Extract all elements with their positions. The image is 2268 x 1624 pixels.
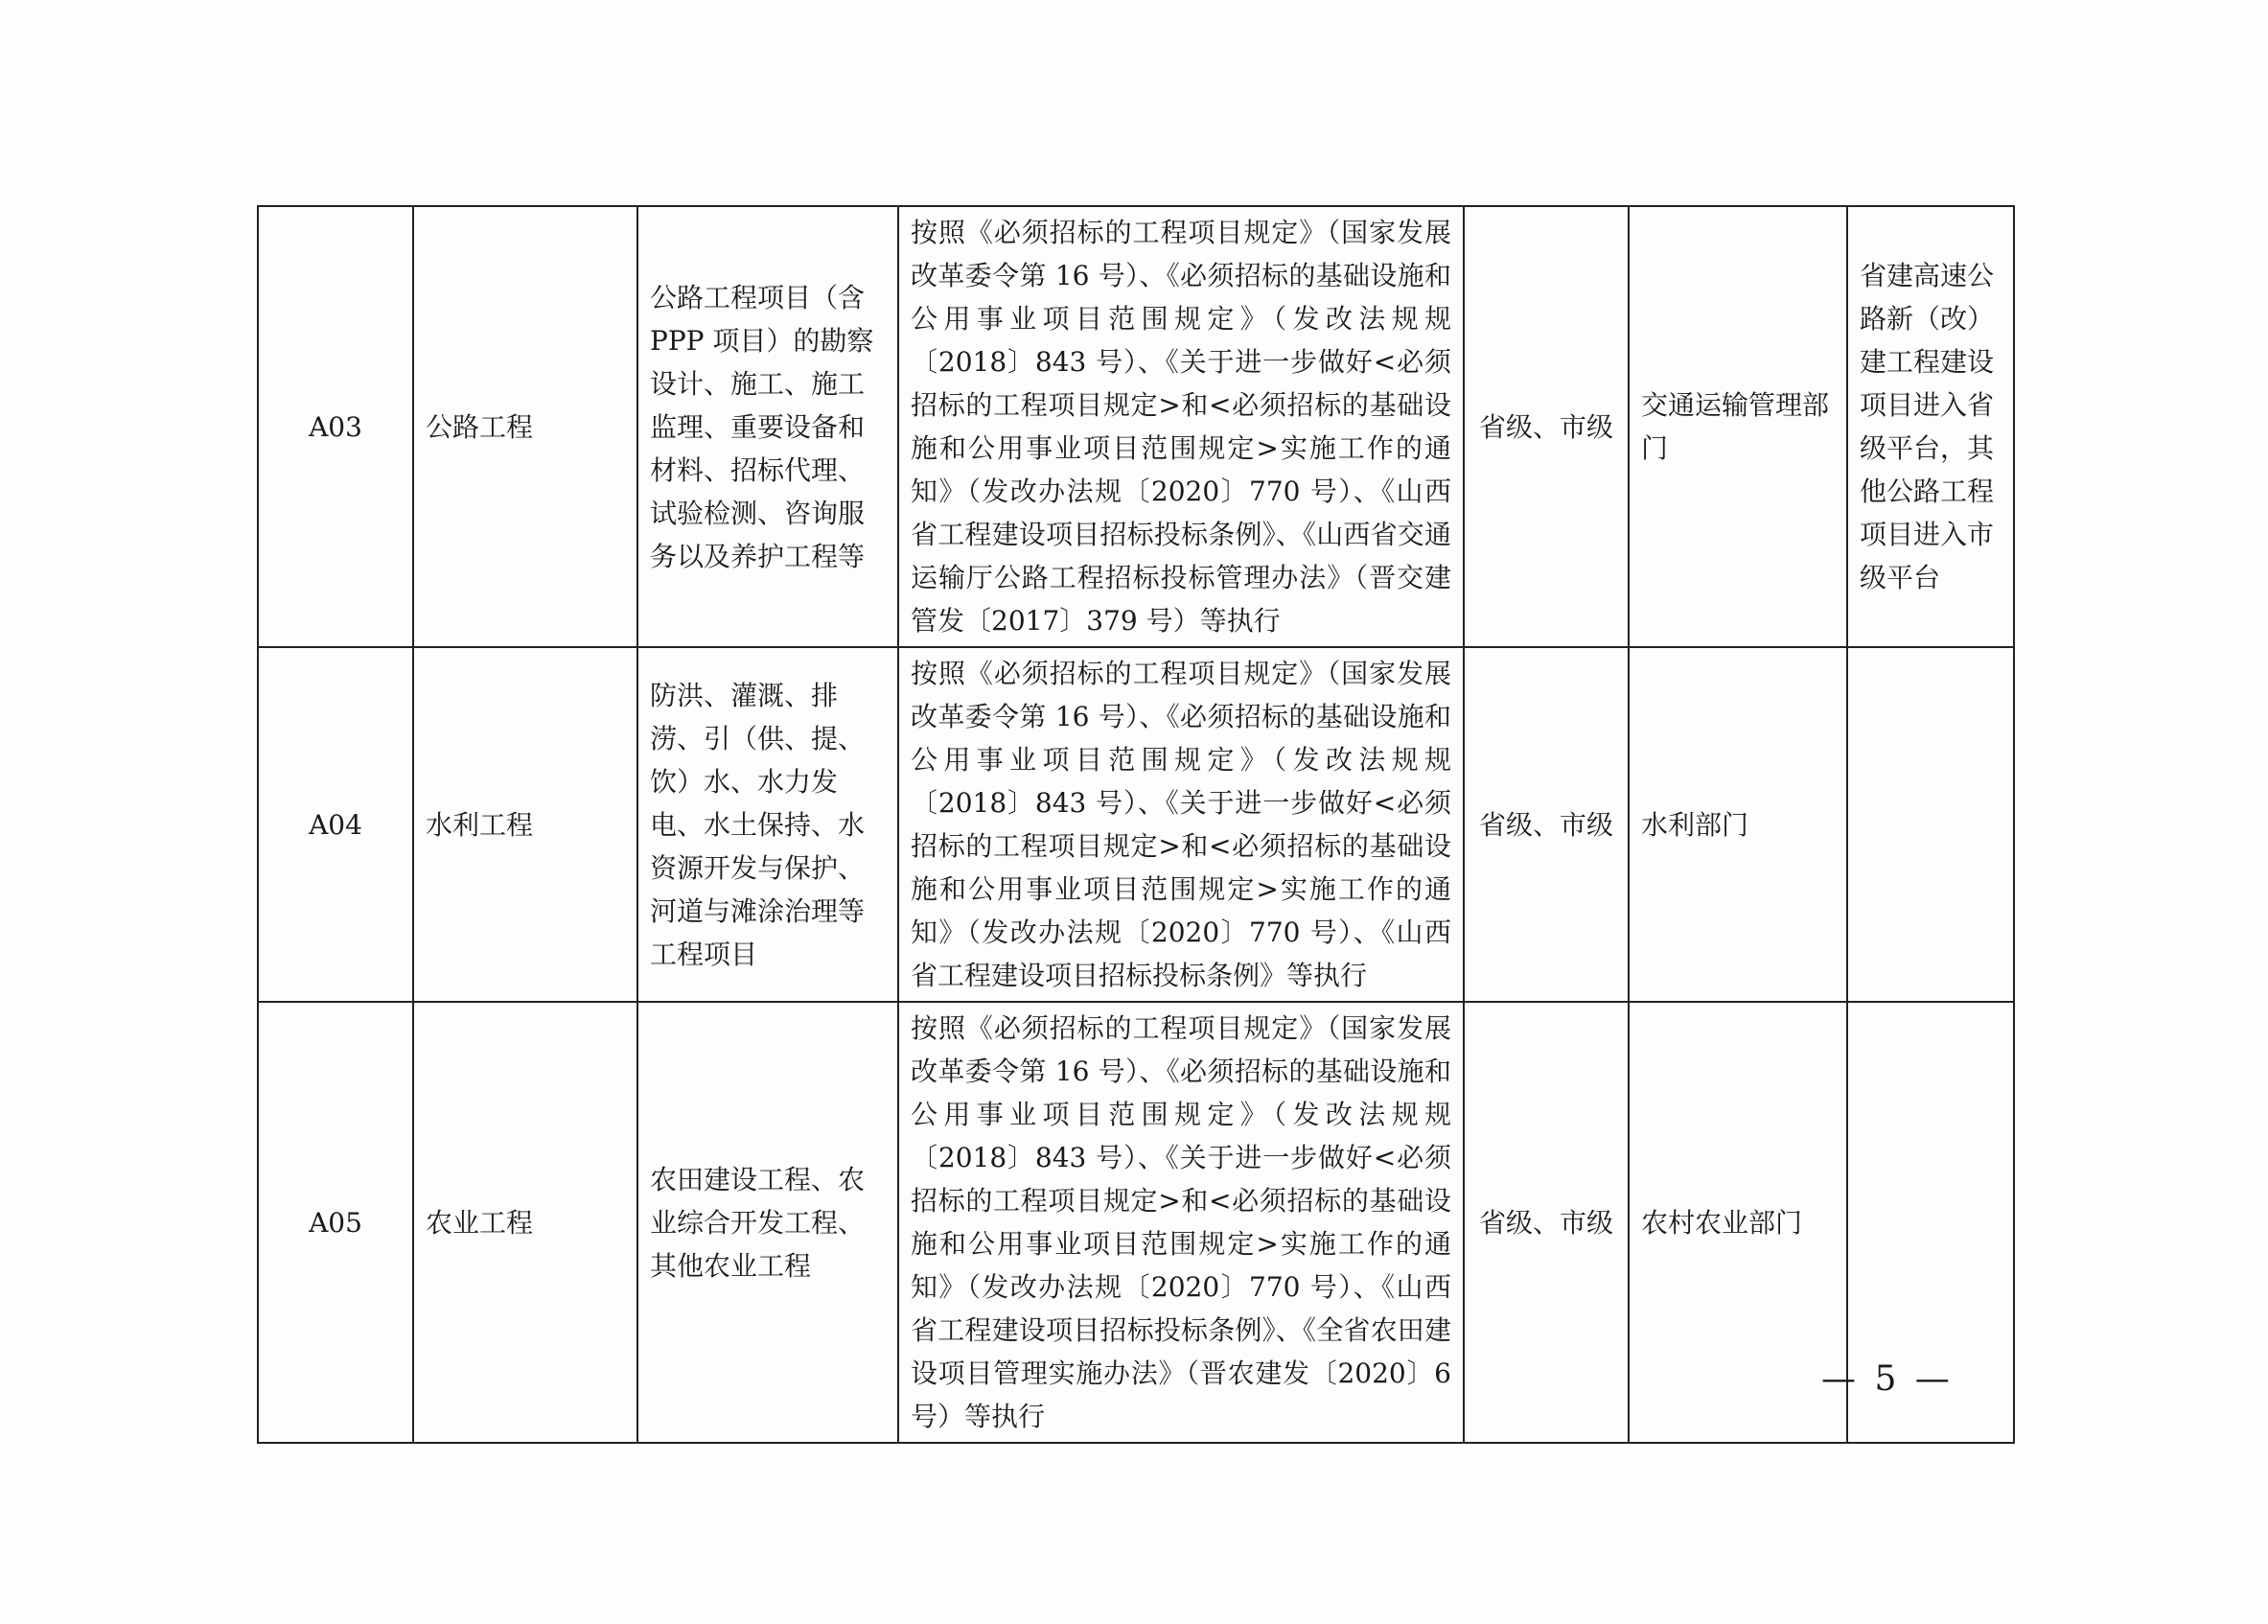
page-number: — 5 —: [1821, 1359, 1954, 1399]
remarks: [1847, 647, 2014, 1002]
category-code: A05: [258, 1002, 413, 1443]
project-category-table: [257, 205, 2015, 1444]
category-name: 农业工程: [413, 1002, 637, 1443]
category-name: 水利工程: [413, 647, 637, 1002]
category-code: A03: [258, 206, 413, 647]
supervising-department: 水利部门: [1629, 647, 1847, 1002]
trading-level: 省级、市级: [1464, 647, 1629, 1002]
table-row: [258, 647, 2014, 1002]
supervising-department: 农村农业部门: [1629, 1002, 1847, 1443]
trading-level: 省级、市级: [1464, 206, 1629, 647]
regulatory-basis: 按照《必须招标的工程项目规定》（国家发展改革委令第 16 号）、《必须招标的基础设施和公用事业项目范围规定》（发改法规规〔2018〕843 号）、《关于进一步做好<必须招标的工程项目规定>和<必须招标的基础设施和公用事业项目范围规定>实施工作的通知》（发改办法规〔2020〕770 号）、《山西省工程建设项目招标投标条例》等执行: [898, 647, 1464, 1002]
project-scope: 公路工程项目（含PPP 项目）的勘察设计、施工、施工监理、重要设备和材料、招标代理、试验检测、咨询服务以及养护工程等: [637, 206, 898, 647]
table-row: [258, 1002, 2014, 1443]
table-row: [258, 206, 2014, 647]
project-scope: 农田建设工程、农业综合开发工程、其他农业工程: [637, 1002, 898, 1443]
supervising-department: 交通运输管理部门: [1629, 206, 1847, 647]
regulatory-basis: 按照《必须招标的工程项目规定》（国家发展改革委令第 16 号）、《必须招标的基础设施和公用事业项目范围规定》（发改法规规〔2018〕843 号）、《关于进一步做好<必须招标的工程项目规定>和<必须招标的基础设施和公用事业项目范围规定>实施工作的通知》（发改办法规〔2020〕770 号）、《山西省工程建设项目招标投标条例》、《山西省交通运输厅公路工程招标投标管理办法》（晋交建管发〔2017〕379 号）等执行: [898, 206, 1464, 647]
category-code: A04: [258, 647, 413, 1002]
trading-level: 省级、市级: [1464, 1002, 1629, 1443]
category-name: 公路工程: [413, 206, 637, 647]
regulatory-basis: 按照《必须招标的工程项目规定》（国家发展改革委令第 16 号）、《必须招标的基础设施和公用事业项目范围规定》（发改法规规〔2018〕843 号）、《关于进一步做好<必须招标的工程项目规定>和<必须招标的基础设施和公用事业项目范围规定>实施工作的通知》（发改办法规〔2020〕770 号）、《山西省工程建设项目招标投标条例》、《全省农田建设项目管理实施办法》（晋农建发〔2020〕6 号）等执行: [898, 1002, 1464, 1443]
project-scope: 防洪、灌溉、排涝、引（供、提、饮）水、水力发电、水土保持、水资源开发与保护、河道与滩涂治理等工程项目: [637, 647, 898, 1002]
remarks: 省建高速公路新（改）建工程建设项目进入省级平台，其他公路工程项目进入市级平台: [1847, 206, 2014, 647]
